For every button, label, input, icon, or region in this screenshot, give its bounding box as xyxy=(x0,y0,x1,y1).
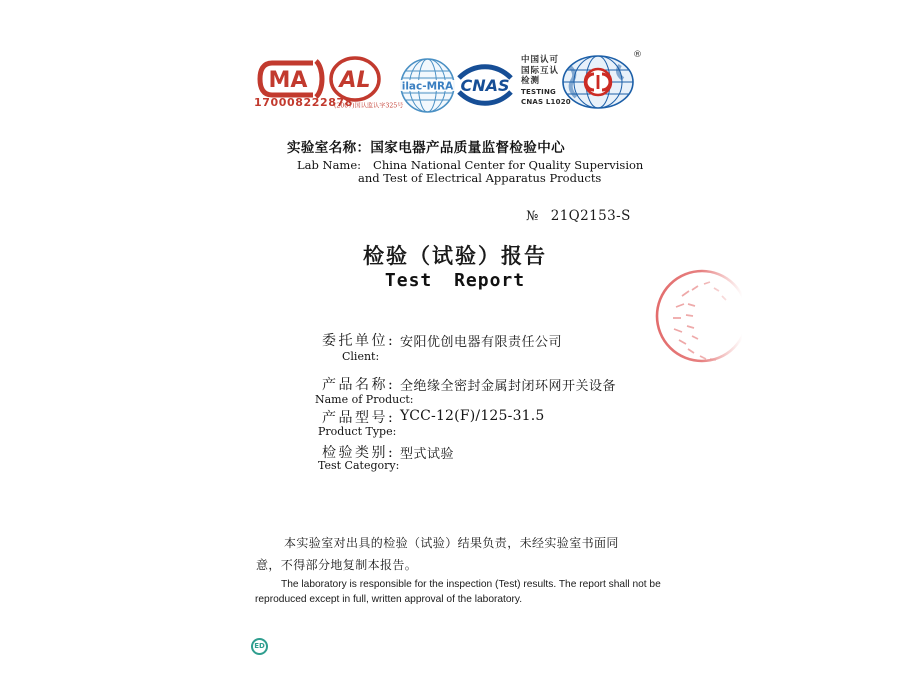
field-row-product-name xyxy=(322,374,617,394)
field-label-cn: 产品名称: xyxy=(322,377,396,393)
report-number-symbol: № xyxy=(526,209,539,224)
cma-license-note: (2007)国认监认字325号 xyxy=(334,101,404,110)
lab-name-cn xyxy=(287,136,565,156)
field-label-cn: 产品型号: xyxy=(322,410,396,426)
field-value: 全绝缘全密封金属封闭环网开关设备 xyxy=(400,379,617,394)
field-label-en-product-name: Name of Product: xyxy=(315,393,414,406)
cma-letters: MA xyxy=(268,68,308,93)
field-label-cn: 检验类别: xyxy=(322,445,396,461)
statement-en: The laboratory is responsible for the inspection (Test) results. The report shall not be reproduced except in full, written approval of the laboratory. xyxy=(255,579,661,605)
lab-name-en-line1 xyxy=(297,158,643,172)
ilac-mra-logo-icon xyxy=(399,57,456,114)
al-logo-icon xyxy=(328,56,382,102)
report-title-cn: 检验（试验）报告 xyxy=(363,244,547,268)
field-label-en-test-category: Test Category: xyxy=(318,459,400,472)
cnas-caption-line: TESTING xyxy=(521,87,556,96)
cnas-logo-icon xyxy=(454,63,516,107)
red-seal-stamp xyxy=(648,260,766,376)
lab-name-value-en: China National Center for Quality Supervision xyxy=(373,158,644,172)
lab-name-label-en: Lab Name: xyxy=(297,158,362,172)
field-value: YCC-12(F)/125-31.5 xyxy=(400,408,545,424)
cnas-caption-line: 中国认可 xyxy=(521,55,560,65)
globe-certification-icon xyxy=(560,53,636,111)
cnas-caption-line: 国际互认 xyxy=(521,65,560,76)
lab-name-value-cn: 国家电器产品质量监督检验中心 xyxy=(370,140,566,156)
report-number xyxy=(526,208,631,224)
field-row-product-type xyxy=(322,407,545,427)
cnas-caption-line: 检测 xyxy=(521,76,541,86)
lab-name-en-line2: and Test of Electrical Apparatus Products xyxy=(358,171,602,185)
ilac-mra-label: ilac-MRA xyxy=(401,80,454,93)
registered-trademark-symbol: ® xyxy=(633,50,642,60)
field-value: 型式试验 xyxy=(400,447,455,462)
field-label-cn: 委托单位: xyxy=(322,333,396,349)
report-title-en: Test Report xyxy=(384,270,526,291)
field-value: 安阳优创电器有限责任公司 xyxy=(400,335,563,350)
watermark-icon: ED xyxy=(251,638,268,655)
cma-logo-icon xyxy=(255,59,325,99)
field-label-en-client: Client: xyxy=(342,350,380,363)
field-label-en-product-type: Product Type: xyxy=(318,425,397,438)
lab-name-label-cn: 实验室名称： xyxy=(287,140,371,156)
cnas-caption-line: CNAS L1020 xyxy=(521,98,571,106)
report-number-value: 21Q2153-S xyxy=(550,208,631,224)
cnas-letters: CNAS xyxy=(460,76,510,95)
statement-cn: 本实验室对出具的检验（试验）结果负责，未经实验室书面同意，不得部分地复制本报告。 xyxy=(256,536,619,572)
cma-license-number: 170008222878 xyxy=(254,96,354,109)
al-letters: AL xyxy=(339,68,371,93)
field-row-client xyxy=(322,330,563,350)
